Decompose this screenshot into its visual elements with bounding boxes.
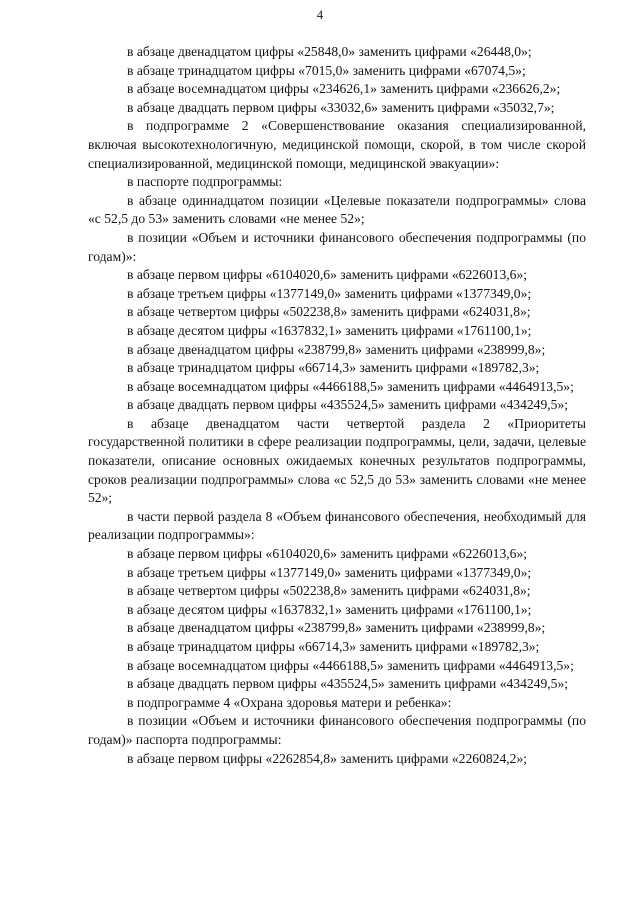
paragraph: в абзаце первом цифры «6104020,6» заменить цифрами «6226013,6»; xyxy=(127,267,528,283)
page-number: 4 xyxy=(316,8,324,22)
paragraph: в позиции «Объем и источники финансового обеспечения подпрограммы (по годам)»: xyxy=(88,229,586,264)
paragraph: в абзаце двенадцатом цифры «25848,0» заменить цифрами «26448,0»; xyxy=(127,44,532,59)
paragraph: в абзаце десятом цифры «1637832,1» заменить цифрами «1761100,1»; xyxy=(127,601,532,617)
paragraph: в абзаце двенадцатом цифры «238799,8» заменить цифрами «238999,8»; xyxy=(127,341,546,357)
paragraph: в абзаце двадцать первом цифры «435524,5» заменить цифрами «434249,5»; xyxy=(127,676,569,692)
paragraph: в абзаце восемнадцатом цифры «4466188,5» заменить цифрами «4464913,5»; xyxy=(127,378,574,394)
paragraph: в подпрограмме 2 «Совершенствование оказания специализированной, включая высокотехнологичную, медицинской помощи, скорой, в том числе скорой специализированной, медицинской помощи, медицинской эвакуации»: xyxy=(88,118,586,171)
paragraph: в абзаце десятом цифры «1637832,1» заменить цифрами «1761100,1»; xyxy=(127,322,532,338)
paragraph: в абзаце восемнадцатом цифры «234626,1» заменить цифрами «236626,2»; xyxy=(127,81,561,97)
paragraph: в части первой раздела 8 «Объем финансового обеспечения, необходимый для реализации подпрограммы»: xyxy=(88,508,586,543)
paragraph: в абзаце двадцать первом цифры «435524,5» заменить цифрами «434249,5»; xyxy=(127,397,569,413)
paragraph: в абзаце третьем цифры «1377149,0» заменить цифрами «1377349,0»; xyxy=(127,564,532,580)
paragraph: в абзаце тринадцатом цифры «7015,0» заменить цифрами «67074,5»; xyxy=(127,62,526,78)
paragraph: в абзаце тринадцатом цифры «66714,3» заменить цифрами «189782,3»; xyxy=(127,639,540,654)
paragraph: в абзаце четвертом цифры «502238,8» заменить цифрами «624031,8»; xyxy=(127,583,531,599)
paragraph: в подпрограмме 4 «Охрана здоровья матери и ребенка»: xyxy=(127,694,452,710)
paragraph: в абзаце двенадцатом цифры «238799,8» заменить цифрами «238999,8»; xyxy=(127,620,546,636)
document-body xyxy=(88,43,586,768)
paragraph: в абзаце четвертом цифры «502238,8» заменить цифрами «624031,8»; xyxy=(127,304,531,320)
paragraph: в паспорте подпрограммы: xyxy=(127,174,283,190)
paragraph: в абзаце восемнадцатом цифры «4466188,5» заменить цифрами «4464913,5»; xyxy=(127,657,574,673)
paragraph: в абзаце тринадцатом цифры «66714,3» заменить цифрами «189782,3»; xyxy=(127,360,540,376)
paragraph: в абзаце одиннадцатом позиции «Целевые показатели подпрограммы» слова «с 52,5 до 53» заменить словами «не менее 52»; xyxy=(88,192,586,227)
paragraph: в абзаце двенадцатом части четвертой раздела 2 «Приоритеты государственной политики в сфере реализации подпрограммы, цели, задачи, целевые показатели, описание основных ожидаемых конечных результатов подпрограммы, сроков реализации подпрограммы» слова «с 52,5 до 53» заменить словами «не менее 52»; xyxy=(88,415,586,506)
paragraph: в абзаце первом цифры «2262854,8» заменить цифрами «2260824,2»; xyxy=(127,750,528,766)
paragraph: в абзаце третьем цифры «1377149,0» заменить цифрами «1377349,0»; xyxy=(127,285,532,301)
paragraph: в абзаце двадцать первом цифры «33032,6» заменить цифрами «35032,7»; xyxy=(127,99,555,115)
paragraph: в абзаце первом цифры «6104020,6» заменить цифрами «6226013,6»; xyxy=(127,546,528,562)
paragraph: в позиции «Объем и источники финансового обеспечения подпрограммы (по годам)» паспорта подпрограммы: xyxy=(88,713,586,747)
